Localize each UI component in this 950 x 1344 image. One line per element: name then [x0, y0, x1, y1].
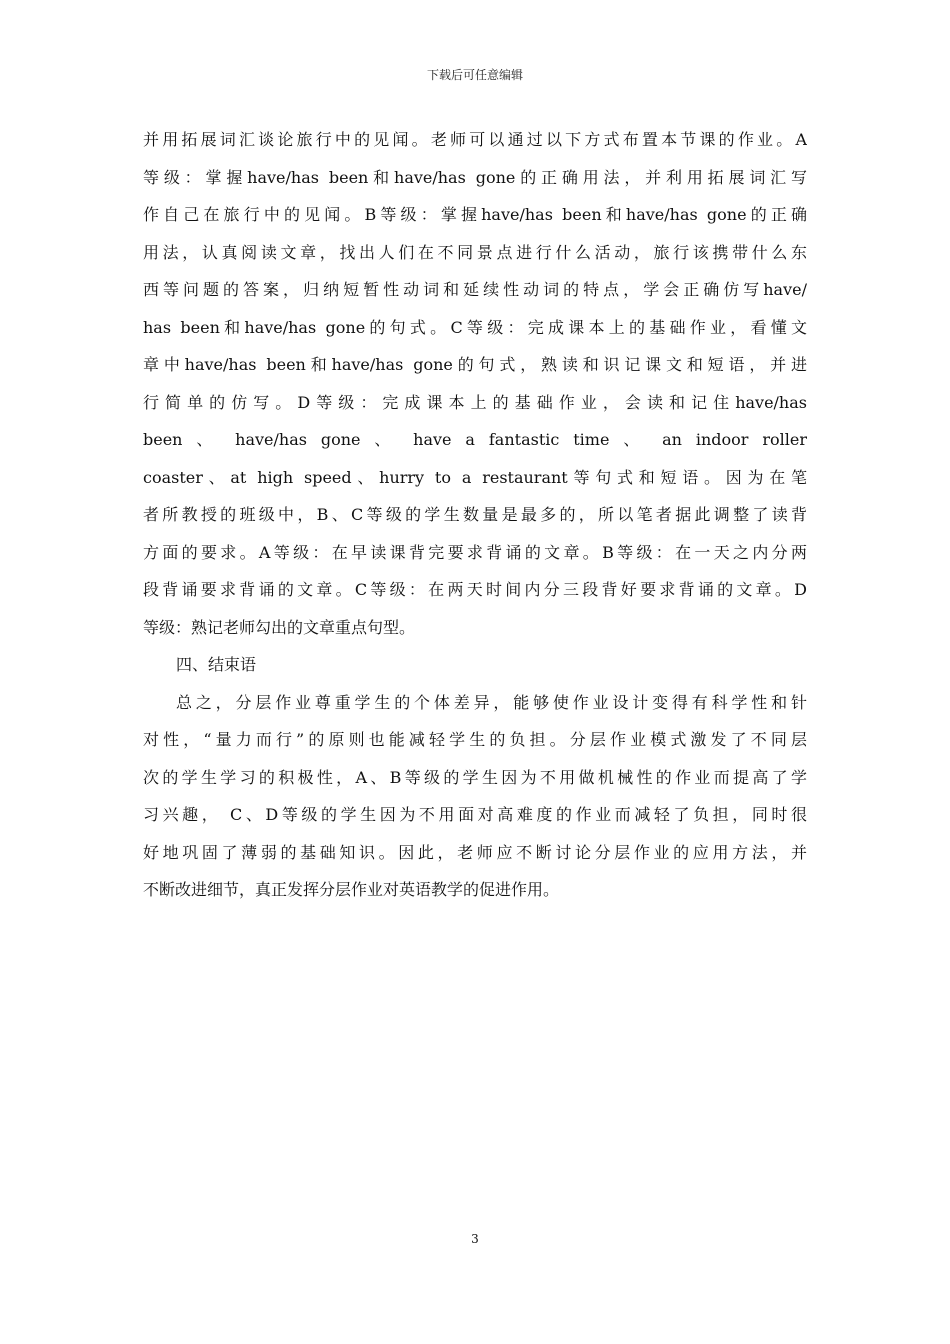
text-line: 方面的要求。A等级：在早读课背完要求背诵的文章。B等级：在一天之内分两: [143, 542, 807, 562]
body-text: [143, 121, 807, 909]
page-header: 下载后可任意编辑: [426, 68, 523, 82]
text-line: 者所教授的班级中，B、C等级的学生数量是最多的，所以笔者据此调整了读背: [143, 505, 807, 524]
text-line: been 、 have/has gone 、 have a fantastic time 、 an indoor roller: [143, 430, 807, 449]
text-line: coaster、at high speed、hurry to a restaurant等句式和短语。因为在笔: [143, 467, 807, 487]
text-line: 行简单的仿写。D等级：完成课本上的基础作业，会读和记住have/has: [143, 392, 807, 412]
text-line: 总之，分层作业尊重学生的个体差异，能够使作业设计变得有科学性和针: [176, 692, 807, 712]
text-line: has been和have/has gone的句式。C等级：完成课本上的基础作业，看懂文: [143, 317, 807, 337]
text-line: 等级：熟记老师勾出的文章重点句型。: [143, 617, 416, 637]
text-line: 等级：掌握have/has been和have/has gone的正确用法，并利用拓展词汇写: [143, 167, 807, 187]
text-line: 并用拓展词汇谈论旅行中的见闻。老师可以通过以下方式布置本节课的作业。A: [143, 130, 807, 149]
text-line: 好地巩固了薄弱的基础知识。因此，老师应不断讨论分层作业的应用方法，并: [143, 842, 807, 862]
page-number: 3: [471, 1232, 479, 1246]
text-line: 用法，认真阅读文章，找出人们在不同景点进行什么活动，旅行该携带什么东: [143, 242, 807, 262]
section-heading: 四、结束语: [176, 655, 257, 674]
text-line: 习兴趣， C、D等级的学生因为不用面对高难度的作业而减轻了负担，同时很: [143, 805, 807, 824]
text-line: 章中have/has been和have/has gone的句式，熟读和识记课文和短语，并进: [143, 355, 807, 374]
text-line: 对性，“量力而行”的原则也能减轻学生的负担。分层作业模式激发了不同层: [143, 730, 807, 749]
text-line: 西等问题的答案，归纳短暂性动词和延续性动词的特点，学会正确仿写have/: [143, 280, 807, 299]
text-line: 不断改进细节，真正发挥分层作业对英语教学的促进作用。: [143, 880, 560, 899]
text-line: 段背诵要求背诵的文章。C等级：在两天时间内分三段背好要求背诵的文章。D: [143, 580, 807, 599]
text-line: 次的学生学习的积极性，A、B等级的学生因为不用做机械性的作业而提高了学: [143, 767, 807, 787]
text-line: 作自己在旅行中的见闻。B等级：掌握have/has been和have/has gone的正确: [143, 205, 807, 224]
